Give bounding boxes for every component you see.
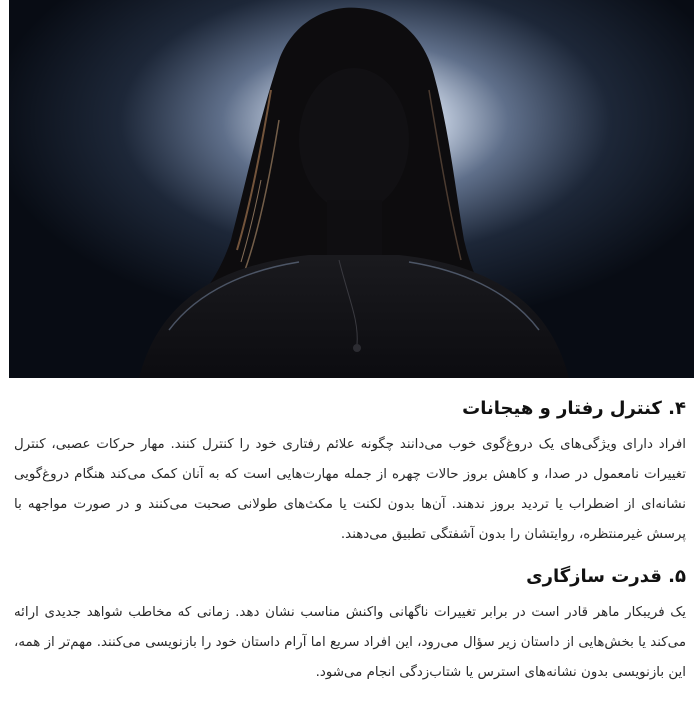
hero-image bbox=[9, 0, 694, 378]
section-heading-behavior-control: ۴. کنترل رفتار و هیجانات bbox=[462, 398, 686, 419]
section-paragraph-adaptability: یک فریبکار ماهر قادر است در برابر تغییرات ناگهانی واکنش مناسب نشان دهد. زمانی که مخاطب شواهد جدیدی ارائه می‌کند یا بخش‌هایی از داستان زیر سؤال می‌رود، این افراد سریع اما آرام داستان خود را بازنویسی می‌کنند. مهم‌تر از همه، این بازنویسی بدون نشانه‌های استرس یا شتاب‌زدگی انجام می‌شود. bbox=[14, 605, 686, 680]
section-heading-adaptability: ۵. قدرت سازگاری bbox=[526, 566, 686, 587]
silhouette-woman-backlit-icon bbox=[9, 0, 694, 378]
section-paragraph-behavior-control: افراد دارای ویژگی‌های یک دروغ‌گوی خوب می‌دانند چگونه علائم رفتاری خود را کنترل کنند. مهار حرکات عصبی، کنترل تغییرات نامعمول در صدا، و کاهش بروز حالات چهره از جمله مهارت‌هایی است که به آنان کمک می‌کند هنگام دروغ‌گویی نشانه‌ای از اضطراب یا تردید بروز ندهند. آن‌ها بدون لکنت یا مکث‌های طولانی صحبت می‌کنند و در صورت مواجهه با پرسش غیرمنتظره، روایتشان را بدون آشفتگی تطبیق می‌دهند. bbox=[14, 437, 686, 542]
article-body bbox=[0, 380, 700, 688]
